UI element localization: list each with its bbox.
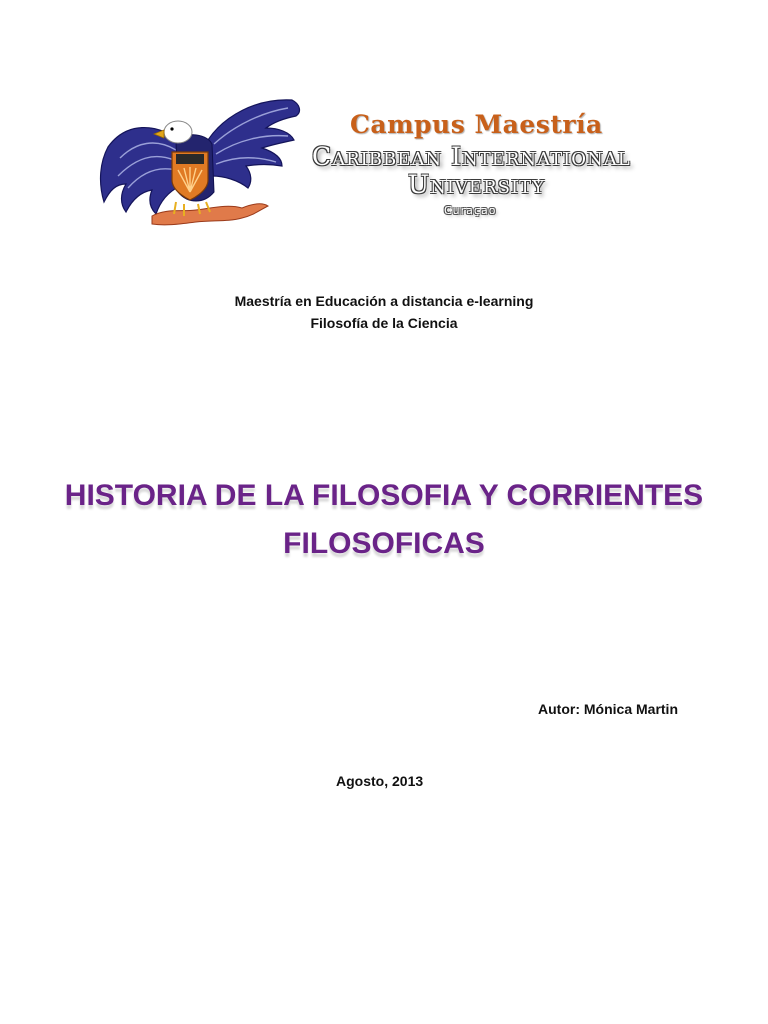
course-name: Filosofía de la Ciencia — [310, 315, 458, 331]
eagle-emblem-icon — [96, 92, 306, 237]
author-line: Autor: Mónica Martin — [538, 701, 678, 717]
university-name-line2: University — [408, 170, 545, 199]
title-line1: HISTORIA DE LA FILOSOFIA Y CORRIENTES — [64, 479, 704, 512]
university-logo — [96, 92, 676, 242]
degree-name: Maestría en Educación a distancia e-learning — [234, 293, 534, 309]
document-title — [60, 472, 708, 568]
campus-name: Campus Maestría — [350, 110, 603, 139]
university-name-line1: Caribbean International — [312, 142, 631, 171]
document-date: Agosto, 2013 — [336, 773, 424, 789]
title-line2: FILOSOFICAS — [283, 527, 485, 560]
program-info — [0, 290, 768, 334]
university-wordmark — [310, 108, 680, 238]
university-location: Curaçao — [444, 204, 497, 217]
